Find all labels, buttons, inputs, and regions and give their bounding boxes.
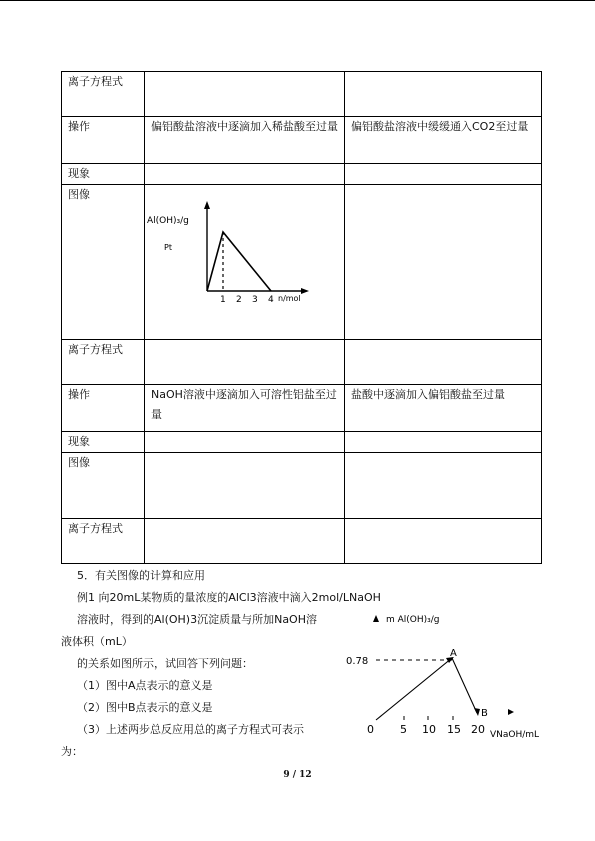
graph2-x-arrow — [508, 709, 514, 715]
section-heading: 5．有关图像的计算和应用 — [77, 569, 205, 582]
cell[interactable] — [345, 519, 542, 564]
graph1-x-arrow — [301, 288, 309, 294]
graph2-x-label: VNaOH/mL — [490, 730, 540, 738]
reaction-table — [61, 71, 542, 564]
graph1-tick-1: 1 — [220, 295, 226, 305]
example-line-3: 液体积（mL） — [61, 635, 133, 648]
table-row — [62, 432, 542, 453]
cell[interactable] — [345, 164, 542, 185]
graph1-y-label: Al(OH)₃/g — [147, 216, 189, 226]
graph2-tick-5: 5 — [400, 723, 407, 736]
cell[interactable] — [345, 453, 542, 519]
graph2-curve — [376, 658, 477, 720]
cell[interactable] — [145, 72, 345, 117]
cell-operation-right: 盐酸中逐滴加入偏铝酸盐至过量 — [345, 385, 542, 432]
graph1-tick-2: 2 — [236, 295, 242, 305]
table-row — [62, 72, 542, 117]
table-row — [62, 340, 542, 385]
cell[interactable] — [145, 519, 345, 564]
question-3-cont: 为： — [61, 745, 83, 758]
table-row — [62, 185, 542, 340]
header-rule — [0, 0, 595, 1]
graph2-y-value: 0.78 — [346, 656, 369, 667]
graph2-tick-15: 15 — [447, 723, 461, 736]
cell[interactable] — [345, 185, 542, 340]
graph1-tick-4: 4 — [268, 295, 274, 305]
graph1-mid-label: Pt — [164, 243, 172, 252]
example-line-1: 例1 向20mL某物质的量浓度的AlCl3溶液中滴入2mol/LNaOH — [77, 591, 381, 604]
cell[interactable] — [345, 432, 542, 453]
row-label: 现象 — [62, 432, 145, 453]
row-label: 操作 — [62, 385, 145, 432]
example-line-2: 溶液时，得到的Al(OH)3沉淀质量与所加NaOH溶 — [77, 613, 317, 626]
graph2-arrow-b — [474, 708, 480, 716]
example-line-4: 的关系如图所示，试回答下列问题： — [77, 657, 253, 670]
row-label: 图像 — [62, 185, 145, 340]
graph1-tick-3: 3 — [252, 295, 258, 305]
table-row — [62, 164, 542, 185]
row-label: 离子方程式 — [62, 519, 145, 564]
graph1-curve — [207, 232, 271, 291]
cell[interactable] — [145, 453, 345, 519]
table-row — [62, 117, 542, 164]
cell[interactable] — [345, 72, 542, 117]
graph2-point-a: A — [450, 648, 457, 659]
row-label: 离子方程式 — [62, 72, 145, 117]
table-row — [62, 453, 542, 519]
cell-operation-right: 偏铝酸盐溶液中缓缓通入CO2至过量 — [345, 117, 542, 164]
question-3: （3）上述两步总反应用总的离子方程式可表示 — [77, 723, 304, 736]
graph2-point-b: B — [481, 708, 488, 719]
graph-aloh3-vs-n — [145, 185, 320, 315]
graph1-y-arrow — [204, 201, 210, 209]
graph2-tick-10: 10 — [422, 723, 436, 736]
cell[interactable] — [145, 340, 345, 385]
row-label: 离子方程式 — [62, 340, 145, 385]
cell-graph-left — [145, 185, 345, 340]
page-number: 9 / 12 — [283, 770, 312, 780]
cell-operation-left: NaOH溶液中逐滴加入可溶性铝盐至过量 — [145, 385, 345, 432]
table-row — [62, 385, 542, 432]
row-label: 现象 — [62, 164, 145, 185]
cell[interactable] — [145, 432, 345, 453]
row-label: 图像 — [62, 453, 145, 519]
graph1-x-label: n/mol — [278, 294, 301, 303]
graph2-tick-20: 20 — [471, 723, 485, 736]
question-1: （1）图中A点表示的意义是 — [77, 679, 213, 692]
graph2-y-label: m Al(OH)₃/g — [386, 615, 440, 625]
cell[interactable] — [345, 340, 542, 385]
graph2-origin: 0 — [367, 723, 374, 736]
question-2: （2）图中B点表示的意义是 — [77, 701, 213, 714]
cell-operation-left: 偏铝酸盐溶液中逐滴加入稀盐酸至过量 — [145, 117, 345, 164]
graph2-y-arrow — [373, 615, 379, 622]
table-row — [62, 519, 542, 564]
cell[interactable] — [145, 164, 345, 185]
graph-precipitate-vs-volume — [340, 608, 580, 738]
row-label: 操作 — [62, 117, 145, 164]
